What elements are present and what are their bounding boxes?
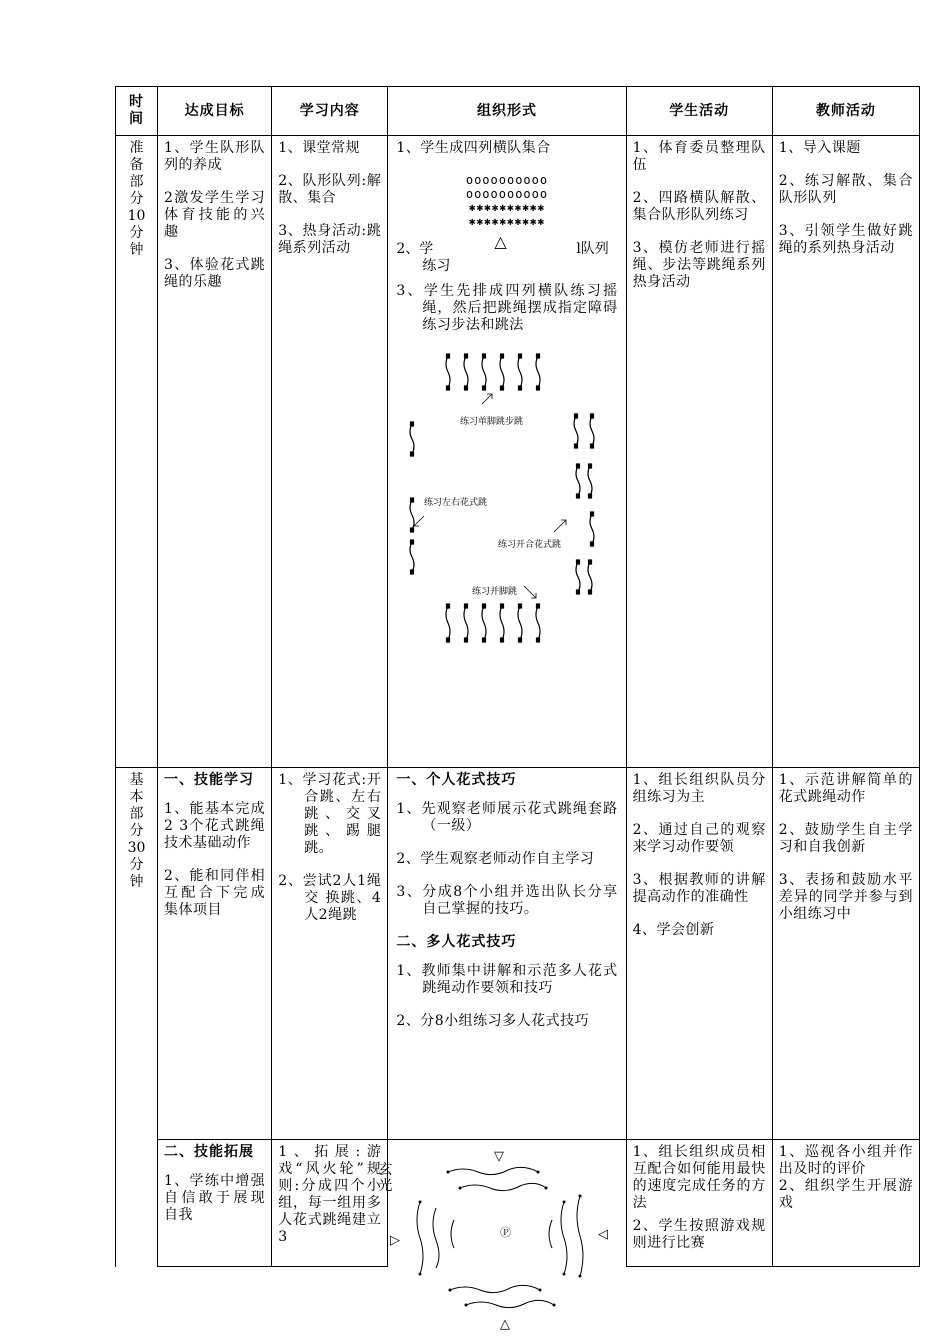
rope-handle: [537, 354, 540, 358]
jump-rope-mark: [464, 606, 468, 640]
arrow-open-close: [554, 520, 566, 532]
prep-org-2a: 2、学: [396, 241, 434, 257]
rope-handle: [411, 452, 414, 456]
prep-org-2c: 练习: [422, 258, 451, 274]
rope-handle: [483, 354, 486, 358]
jump-rope-mark: [576, 466, 580, 496]
jump-rope-mark: [590, 514, 594, 544]
basic-student-cell: [626, 768, 772, 1140]
symbol-center: Ⓟ: [500, 1226, 512, 1239]
rope-handle: [447, 638, 450, 642]
prep-content-1: 1、课堂常规: [278, 140, 361, 156]
basic-student-3: 3、根据教师的讲解提高动作的准确性: [632, 872, 766, 905]
formation-diagram: [396, 173, 617, 229]
header-goal: 达成目标: [158, 87, 272, 136]
rope-handle: [537, 386, 540, 390]
prep-org-2: [396, 233, 617, 273]
rope-handle: [465, 354, 468, 358]
prep-org-3: 3、学生先排成四列横队练习摇绳，然后把跳绳摆成指定障碍练习步法和跳法: [396, 283, 618, 333]
rope-handle: [447, 354, 450, 358]
jump-rope-mark: [588, 466, 592, 496]
extend-org-fragment-1: 玄: [378, 1162, 393, 1178]
basic-org-2: 2、学生观察老师动作自主学习: [396, 851, 595, 867]
jump-rope-mark: [500, 606, 504, 640]
prep-student-2: 2、四路横队解散、集合队形队列练习: [632, 190, 766, 223]
rope-handle: [519, 604, 522, 608]
jump-rope-mark: [410, 542, 414, 572]
jump-rope-mark: [536, 606, 540, 640]
jump-rope-mark: [446, 606, 450, 640]
prep-teacher-cell: [772, 136, 919, 768]
prep-content-3: 3、热身活动:跳绳系列活动: [278, 223, 382, 256]
rope-handle: [537, 604, 540, 608]
header-time: 时间: [116, 87, 158, 136]
symbol-right: ◁: [598, 1227, 609, 1242]
basic-row: [116, 768, 920, 1140]
rope-handle: [577, 464, 580, 468]
jump-rope-mark: [590, 416, 594, 446]
extend-goals-cell: [158, 1140, 272, 1267]
rope-handle: [501, 354, 504, 358]
rope-handle: [591, 542, 594, 546]
basic-org-heading-2: 二、多人花式技巧: [396, 934, 517, 950]
wind-fire-wheel-diagram: [388, 1140, 626, 1330]
prep-content-2: 2、队形队列:解散、集合: [278, 173, 382, 206]
basic-teacher-3: 3、表扬和鼓励水平差异的同学并参与到小组练习中: [778, 872, 913, 922]
rope-handle: [411, 422, 414, 426]
extend-goal-heading: 二、技能拓展: [164, 1144, 255, 1160]
label-feet-together: 练习并脚跳: [472, 587, 518, 597]
jump-rope-mark: [588, 562, 592, 592]
rope-handle: [483, 386, 486, 390]
basic-time-cell: [116, 768, 158, 1267]
extend-content: 1、拓展:游戏“风火轮”规则:分成四个小组，每一组用多人花式跳绳建立3: [278, 1144, 382, 1245]
basic-teacher-cell: [772, 768, 919, 1140]
prep-teacher-1: 1、导入课题: [778, 140, 861, 156]
basic-org-cell: [388, 768, 626, 1140]
rope-handle: [465, 638, 468, 642]
rope-handle: [501, 386, 504, 390]
extend-goal-1: 1、学练中增强自信敢于展现自我: [164, 1173, 266, 1223]
rope-handle: [591, 414, 594, 418]
rope-handle: [519, 354, 522, 358]
rope-handle: [411, 540, 414, 544]
prep-org-1: 1、学生成四列横队集合: [396, 140, 551, 156]
rope-handle: [591, 512, 594, 516]
formation-row-3: ✱✱✱✱✱✱✱✱✱✱: [468, 201, 546, 214]
rope-handle: [465, 386, 468, 390]
extend-content-cell: [272, 1140, 388, 1267]
rope-handle: [575, 414, 578, 418]
basic-goal-heading: 一、技能学习: [164, 772, 255, 788]
rope-handle: [589, 560, 592, 564]
prep-student-1: 1、体育委员整理队伍: [632, 140, 766, 173]
header-student: 学生活动: [626, 87, 772, 136]
obstacle-diagram: [394, 350, 616, 650]
symbol-left: ▷: [390, 1233, 401, 1248]
rope-handle: [501, 604, 504, 608]
rope-handle: [589, 590, 592, 594]
formation-row-1: oooooooooo: [465, 173, 549, 187]
jump-rope-mark: [518, 356, 522, 388]
arrow-left-right: [414, 516, 424, 526]
extend-student-2: 2、学生按照游戏规则进行比赛: [632, 1218, 766, 1251]
basic-org-4: 1、教师集中讲解和示范多人花式跳绳动作要领和技巧: [396, 963, 618, 996]
rope-handle: [591, 444, 594, 448]
lesson-plan-table: [115, 86, 920, 1332]
basic-org-1: 1、先观察老师展示花式跳绳套路（一级）: [396, 801, 618, 834]
header-row: [116, 87, 920, 136]
rope-handle: [465, 604, 468, 608]
jump-rope-mark: [536, 356, 540, 388]
rope-handle: [501, 638, 504, 642]
basic-content-2: 2、尝试2人1绳 交 换跳、4人2绳跳: [278, 873, 382, 923]
basic-org-5: 2、分8小组练习多人花式技巧: [396, 1013, 590, 1029]
header-content: 学习内容: [272, 87, 388, 136]
basic-content-1: 1、学习花式:开合跳、左右跳、交叉跳、踢腿跳。: [278, 772, 382, 856]
rope-handle: [577, 494, 580, 498]
jump-rope-mark: [410, 424, 414, 454]
prep-teacher-2: 2、练习解散、集合队形队列: [778, 173, 913, 206]
rope-handle: [483, 604, 486, 608]
basic-time: 基本部分30分钟: [127, 772, 146, 890]
rope-handle: [411, 528, 414, 532]
extend-teacher-2: 2、组织学生开展游戏: [778, 1178, 913, 1211]
basic-student-1: 1、组长组织队员分组练习为主: [632, 772, 766, 805]
extend-student-1: 1、组长组织成员相互配合如何能用最快的速度完成任务的方法: [632, 1144, 766, 1211]
jump-rope-mark: [482, 606, 486, 640]
symbol-top: ▽: [494, 1149, 505, 1164]
basic-content-cell: [272, 768, 388, 1140]
prep-goals-cell: [158, 136, 272, 768]
label-single-step: 练习单脚跳步跳: [460, 417, 524, 427]
rope-handle: [411, 498, 414, 502]
jump-rope-mark: [574, 416, 578, 446]
jump-rope-mark: [482, 356, 486, 388]
jump-rope-mark: [410, 500, 414, 530]
basic-goals-cell: [158, 768, 272, 1140]
arrow-single-step: [482, 394, 492, 404]
prep-time-cell: [116, 136, 158, 768]
label-open-close: 练习开合花式跳: [498, 540, 562, 550]
prep-goal-3: 3、体验花式跳绳的乐趣: [164, 257, 266, 290]
prep-org-2b: l队列: [576, 241, 609, 257]
prep-teacher-3: 3、引领学生做好跳绳的系列热身活动: [778, 223, 913, 256]
prep-student-3: 3、模仿老师进行摇绳、步法等跳绳系列热身活动: [632, 240, 766, 290]
rope-handle: [447, 386, 450, 390]
extend-student-cell: [626, 1140, 772, 1267]
prep-time: 准备部分10分钟: [127, 140, 146, 258]
basic-teacher-1: 1、示范讲解简单的花式跳绳动作: [778, 772, 913, 805]
extend-teacher-cell: [772, 1140, 919, 1267]
header-teacher: 教师活动: [772, 87, 919, 136]
rope-handle: [447, 604, 450, 608]
basic-student-4: 4、学会创新: [632, 922, 715, 938]
prep-content-cell: [272, 136, 388, 768]
basic-org-3: 3、分成8个小组并选出队长分享自己掌握的技巧。: [396, 884, 618, 917]
rope-handle: [537, 638, 540, 642]
basic-org-heading-1: 一、个人花式技巧: [396, 772, 517, 788]
extend-row: [116, 1140, 920, 1267]
formation-row-2: oooooooooo: [465, 187, 549, 201]
jump-rope-mark: [576, 562, 580, 592]
rope-handle: [577, 590, 580, 594]
prep-org-cell: [388, 136, 626, 768]
basic-teacher-2: 2、鼓励学生自主学习和自我创新: [778, 822, 913, 855]
rope-handle: [483, 638, 486, 642]
rope-handle: [575, 444, 578, 448]
header-org: 组织形式: [388, 87, 626, 136]
jump-rope-mark: [500, 356, 504, 388]
basic-goal-2: 2、能和同伴相互配合下完成集体项目: [164, 868, 266, 918]
prep-row: [116, 136, 920, 768]
jump-rope-mark: [446, 356, 450, 388]
formation-row-4: ✱✱✱✱✱✱✱✱✱✱: [468, 215, 546, 228]
rope-handle: [577, 560, 580, 564]
symbol-bottom: △: [500, 1317, 511, 1332]
rope-handle: [589, 494, 592, 498]
teacher-triangle: △: [494, 232, 507, 251]
prep-goal-2: 2激发学生学习体育技能的兴趣: [164, 190, 266, 240]
arrow-feet-together: [524, 586, 536, 598]
rope-handle: [589, 464, 592, 468]
prep-student-cell: [626, 136, 772, 768]
basic-goal-1: 1、能基本完成2 3个花式跳绳技术基础动作: [164, 801, 266, 851]
extend-org-cell: [378, 1140, 626, 1332]
extend-teacher-1: 1、巡视各小组并作出及时的评价: [778, 1144, 913, 1177]
label-left-right: 练习左右花式跳: [424, 498, 488, 508]
jump-rope-mark: [464, 356, 468, 388]
jump-rope-mark: [518, 606, 522, 640]
extend-org-fragment-2: 光: [378, 1178, 393, 1194]
prep-goal-1: 1、学生队形队列的养成: [164, 140, 266, 173]
rope-handle: [411, 570, 414, 574]
basic-student-2: 2、通过自己的观察来学习动作要领: [632, 822, 766, 855]
rope-handle: [519, 386, 522, 390]
rope-handle: [519, 638, 522, 642]
